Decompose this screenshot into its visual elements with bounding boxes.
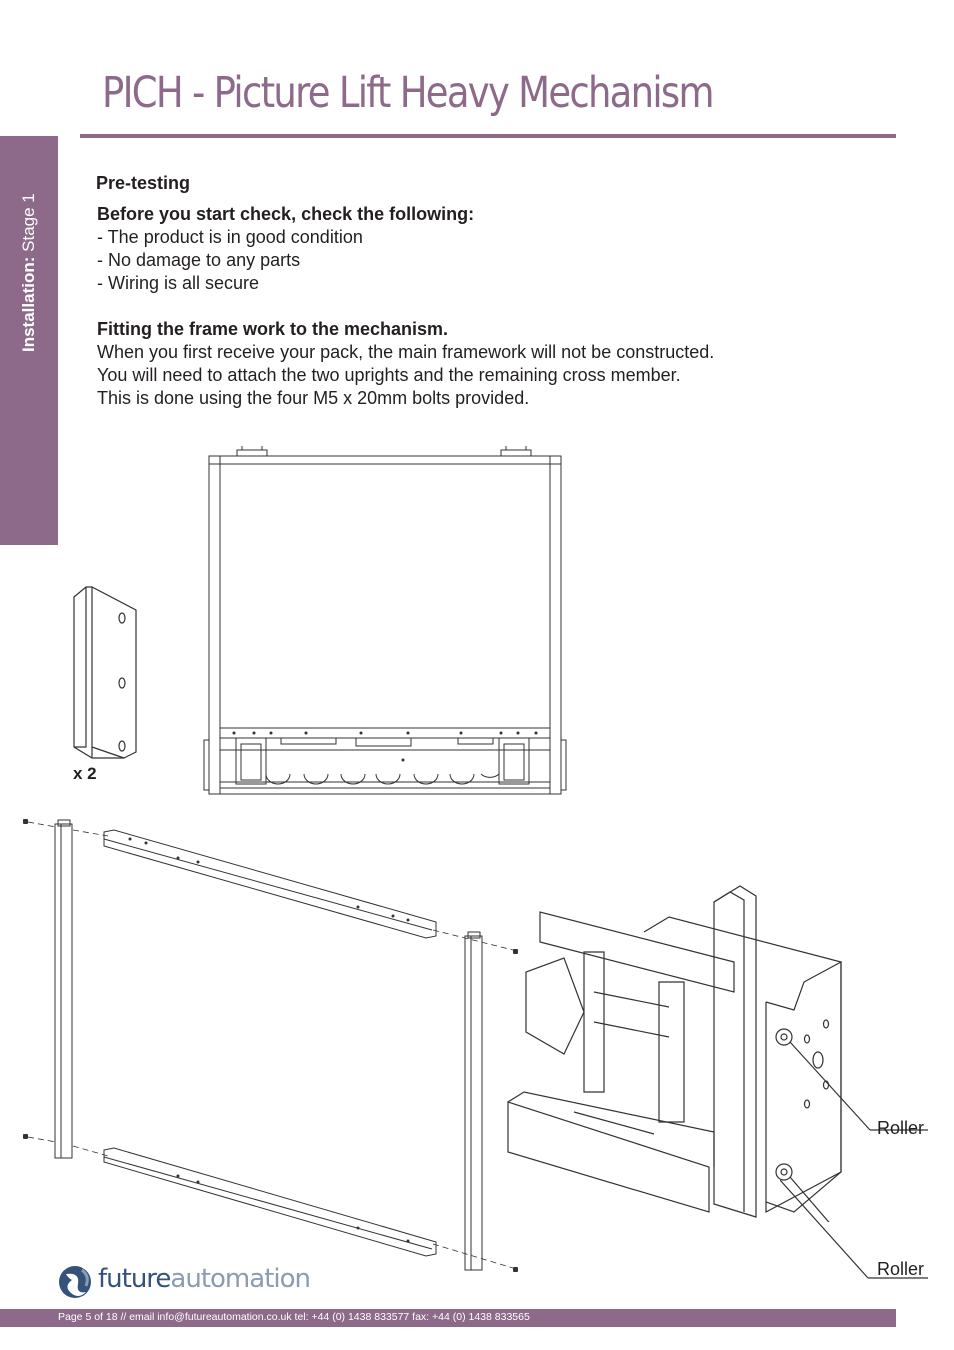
pretesting-heading: Pre-testing	[96, 173, 191, 193]
checklist-item: - No damage to any parts	[97, 250, 301, 270]
side-tab-label-normal: Stage 1	[19, 193, 38, 252]
roller-label-top: Roller	[877, 1118, 925, 1138]
side-tab-label-bold: Installation:	[19, 256, 38, 352]
logo-wordmark	[98, 1264, 310, 1294]
fitting-line: You will need to attach the two uprights and the remaining cross member.	[97, 365, 681, 385]
swirl-icon	[56, 1262, 96, 1302]
title-divider	[80, 134, 896, 138]
bracket-quantity: x 2	[73, 764, 97, 783]
checklist-item: - The product is in good condition	[97, 227, 363, 247]
company-logo	[56, 1262, 310, 1302]
pretesting-checklist	[97, 203, 474, 295]
logo-word-future: future	[98, 1264, 171, 1294]
bracket-drawing	[66, 582, 142, 762]
checklist-heading: Before you start check, check the following:	[97, 204, 475, 224]
roller-label-bottom: Roller	[877, 1259, 925, 1279]
logo-word-automation: automation	[170, 1264, 310, 1294]
checklist-item: - Wiring is all secure	[97, 273, 260, 293]
fitting-line: When you first receive your pack, the main framework will not be constructed.	[97, 342, 715, 362]
assembled-frame-drawing	[196, 444, 574, 800]
side-tab-label	[19, 193, 39, 352]
fitting-section	[97, 318, 714, 410]
fitting-line: This is done using the four M5 x 20mm bolts provided.	[97, 388, 530, 408]
footer-text: Page 5 of 18 // email info@futureautomation.co.uk tel: +44 (0) 1438 833577 fax: +44 (0) 1438 833565	[58, 1311, 530, 1323]
fitting-heading: Fitting the frame work to the mechanism.	[97, 319, 449, 339]
mechanism-detail-drawing	[504, 882, 944, 1222]
exploded-frame-drawing	[18, 812, 528, 1280]
page-title: PICH - Picture Lift Heavy Mechanism	[102, 68, 713, 118]
